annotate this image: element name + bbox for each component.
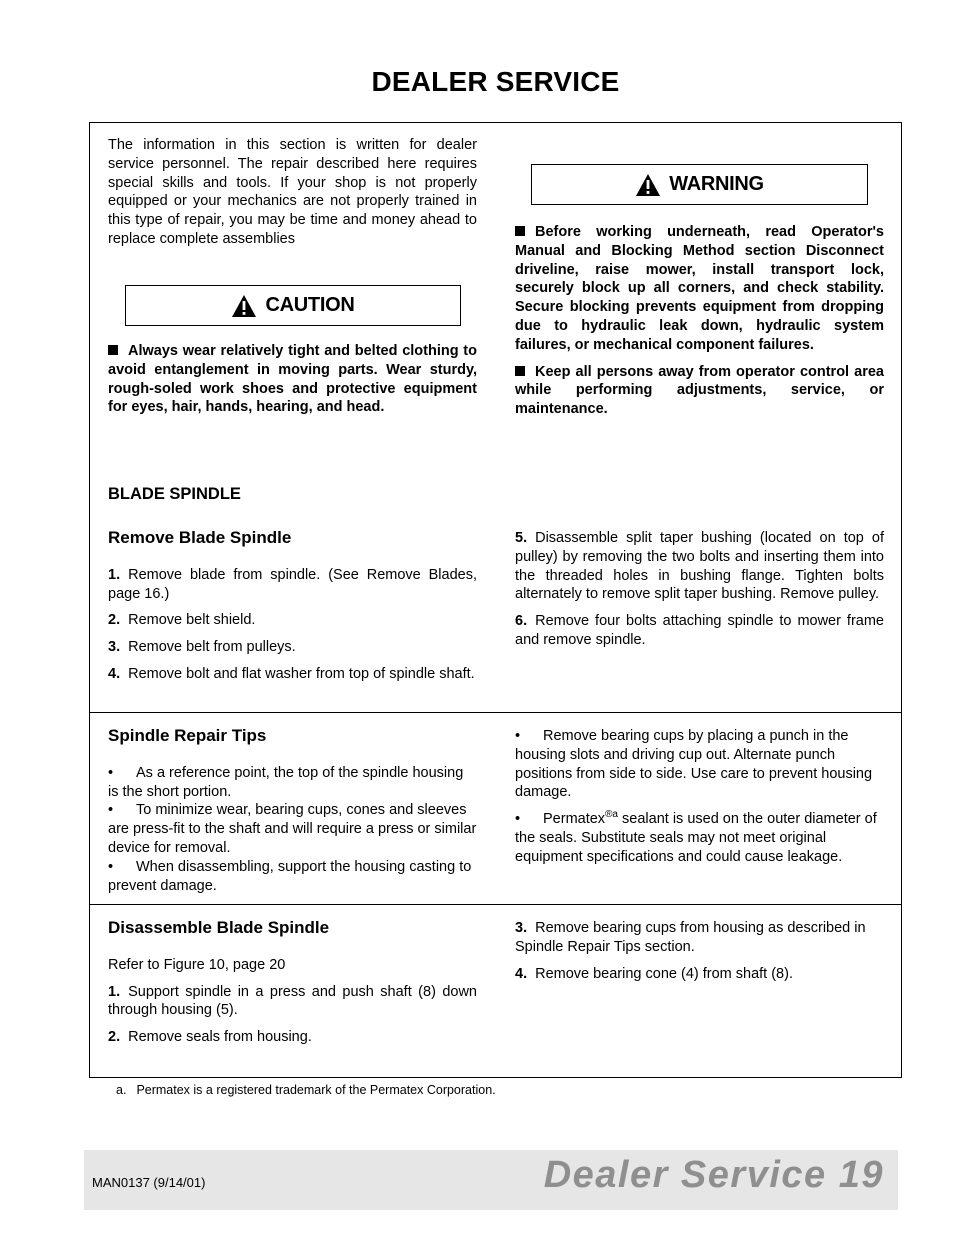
- step: 1. Remove blade from spindle. (See Remove Blades, page 16.): [108, 566, 477, 602]
- warning-box: [531, 164, 868, 205]
- tip-item: • As a reference point, the top of the spindle housing is the short portion.: [108, 764, 464, 800]
- intro-text: The information in this section is written for dealer service personnel. The repair described here requires special skills and tools. If your shop is not properly equipped or your mechanics are not properly trained in this type of repair, you may be time and money ahead to replace complete assemblies: [108, 137, 477, 247]
- caution-box: [125, 285, 461, 326]
- caution-icon: [231, 294, 257, 318]
- manual-code: MAN0137 (9/14/01): [92, 1175, 206, 1190]
- tip-item: • When disassembling, support the housing casting to prevent damage.: [108, 858, 472, 894]
- caution-message: [108, 342, 477, 425]
- square-bullet-icon: [108, 345, 118, 355]
- step: 3. Remove belt from pulleys.: [108, 639, 296, 656]
- subsection-heading: Spindle Repair Tips: [108, 726, 267, 745]
- warning-item: Keep all persons away from operator control area while performing adjustments, service, or maintenance.: [515, 363, 884, 418]
- disassemble-right: [515, 919, 884, 991]
- tip-item: • Permatex$^{®a}$ sealant is used on the outer diameter of the seals. Substitute seals may not meet original equipment specifications and could cause leakage.: [515, 809, 877, 865]
- section-heading: BLADE SPINDLE: [108, 485, 241, 503]
- step: 3. Remove bearing cups from housing as described in Spindle Repair Tips section.: [515, 920, 866, 955]
- step: 5. Disassemble split taper bushing (located on top of pulley) by removing the two bolts and inserting them into the threaded holes in bushing flange. Tighten bolts alternately to remove split taper bushing. Remove pulley.: [515, 530, 884, 603]
- repair-tips-left: [108, 727, 477, 895]
- tip-item: • Remove bearing cups by placing a punch in the housing slots and driving cup out. Alternate punch positions from side to side. Use care to prevent housing damage.: [515, 728, 873, 801]
- page-footer: [84, 1150, 898, 1210]
- footnote-ref: ®a: [605, 809, 618, 821]
- footnote-text: Permatex is a registered trademark of the Permatex Corporation.: [136, 1083, 496, 1097]
- subsection-heading: Disassemble Blade Spindle: [108, 918, 330, 937]
- subsection-heading: Remove Blade Spindle: [108, 528, 292, 547]
- page-title: DEALER SERVICE: [371, 66, 620, 97]
- repair-tips-right: [515, 727, 884, 875]
- square-bullet-icon: [515, 226, 525, 236]
- intro-paragraph: [108, 136, 477, 257]
- step: 4. Remove bolt and flat washer from top of spindle shaft.: [108, 665, 475, 682]
- step: 6. Remove four bolts attaching spindle to mower frame and remove spindle.: [515, 613, 884, 648]
- step: 2. Remove seals from housing.: [108, 1029, 312, 1046]
- step: 4. Remove bearing cone (4) from shaft (8).: [515, 965, 793, 982]
- warning-item: Before working underneath, read Operator's Manual and Blocking Method section Disconnect driveline, raise mower, install transport lock, securely block up all corners, and check stability. Secure blocking prevents equipment from dropping due to hydraulic leak down, hydraulic system failures, or mechanical component failures.: [515, 224, 884, 353]
- remove-spindle-right: [515, 529, 884, 658]
- tip-item: • To minimize wear, bearing cups, cones and sleeves are press-fit to the shaft and will require a press or similar device for removal.: [108, 802, 477, 856]
- footnote-mark: a.: [116, 1083, 127, 1097]
- caution-label: CAUTION: [265, 294, 355, 316]
- warning-icon: [635, 173, 661, 197]
- step: 2. Remove belt shield.: [108, 612, 256, 629]
- caution-text: Always wear relatively tight and belted clothing to avoid entanglement in moving parts. Wear sturdy, rough-soled work shoes and protective equipment for eyes, hair, hands, hearing, and head.: [108, 343, 477, 416]
- footer-page-title: Dealer Service 19: [543, 1154, 884, 1196]
- step: 1. Support spindle in a press and push shaft (8) down through housing (5).: [108, 983, 477, 1019]
- square-bullet-icon: [515, 366, 525, 376]
- warning-message: [515, 223, 884, 427]
- remove-spindle-left: [108, 529, 477, 692]
- disassemble-left: [108, 919, 477, 1055]
- warning-label: WARNING: [669, 173, 764, 195]
- figure-reference: Refer to Figure 10, page 20: [108, 956, 286, 973]
- blade-spindle-section: [108, 485, 477, 504]
- footnote: [116, 1083, 496, 1097]
